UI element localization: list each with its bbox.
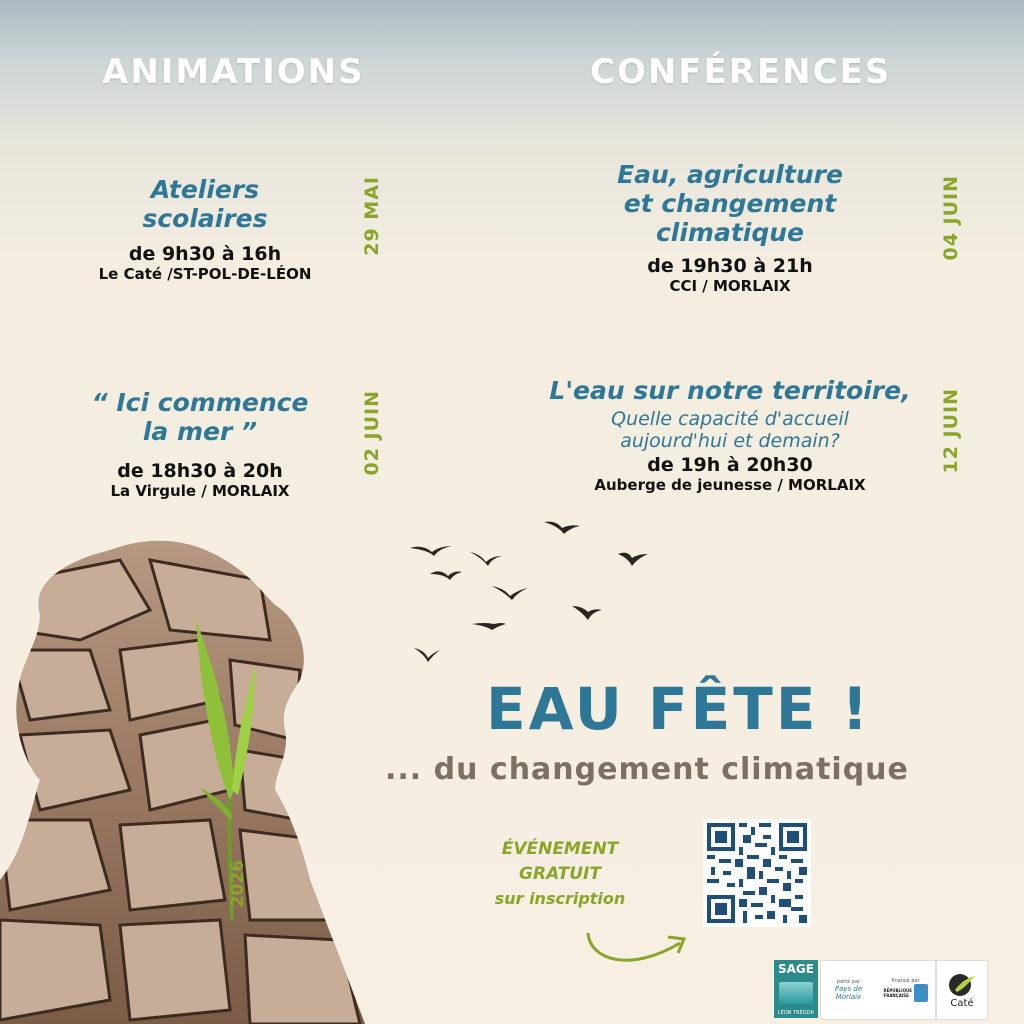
event-title: Eau, agriculture et changement climatique [617,160,843,247]
cate-logo: Caté [936,960,988,1020]
main-title: EAU FÊTE ! [486,675,872,743]
birds-illustration [400,510,660,670]
event-date: 12 JUIN [940,388,962,474]
agence-eau-icon [914,984,928,1002]
pays-morlaix-logo: porté par Pays de Morlaix [834,979,863,1001]
event-place: Auberge de jeunesse / MORLAIX [594,476,866,494]
event-time: de 19h30 à 21h [647,255,813,277]
conferences-heading: CONFÉRENCES [590,52,892,92]
event-ici-commence-la-mer [50,388,350,500]
cate-icon [947,972,977,998]
event-eau-territoire [530,376,930,494]
animations-heading: ANIMATIONS [102,52,365,92]
event-subtitle: Quelle capacité d'accueil aujourd'hui et demain? [611,408,849,452]
event-time: de 9h30 à 16h [128,243,282,265]
child-silhouette-illustration [0,520,365,1024]
year-label: 2026 [228,860,248,908]
event-date: 04 JUIN [940,175,962,261]
event-ateliers-scolaires [60,175,350,283]
partner-logos [820,960,936,1020]
event-place: La Virgule / MORLAIX [110,482,290,500]
event-eau-agriculture [570,160,890,295]
event-time: de 19h à 20h30 [647,454,813,476]
event-title: “ Ici commence la mer ” [91,388,309,446]
qr-code[interactable] [703,819,811,927]
event-date: 02 JUIN [361,390,383,476]
free-event-note: ÉVÉNEMENT GRATUIT sur inscription [494,839,626,908]
event-date: 29 MAI [361,176,383,256]
main-subtitle: ... du changement climatique [385,752,909,787]
event-title: Ateliers scolaires [142,175,268,233]
event-title: L'eau sur notre territoire, [549,376,911,405]
sage-logo: SAGE LÉON TRÉGOR [774,960,818,1018]
event-place: CCI / MORLAIX [669,277,791,295]
arrow-icon [580,925,700,975]
republique-logo: financé par RÉPUBLIQUE FRANÇAISE [884,978,928,1002]
event-place: Le Caté /ST-POL-DE-LÉON [98,265,312,283]
event-time: de 18h30 à 20h [117,460,283,482]
